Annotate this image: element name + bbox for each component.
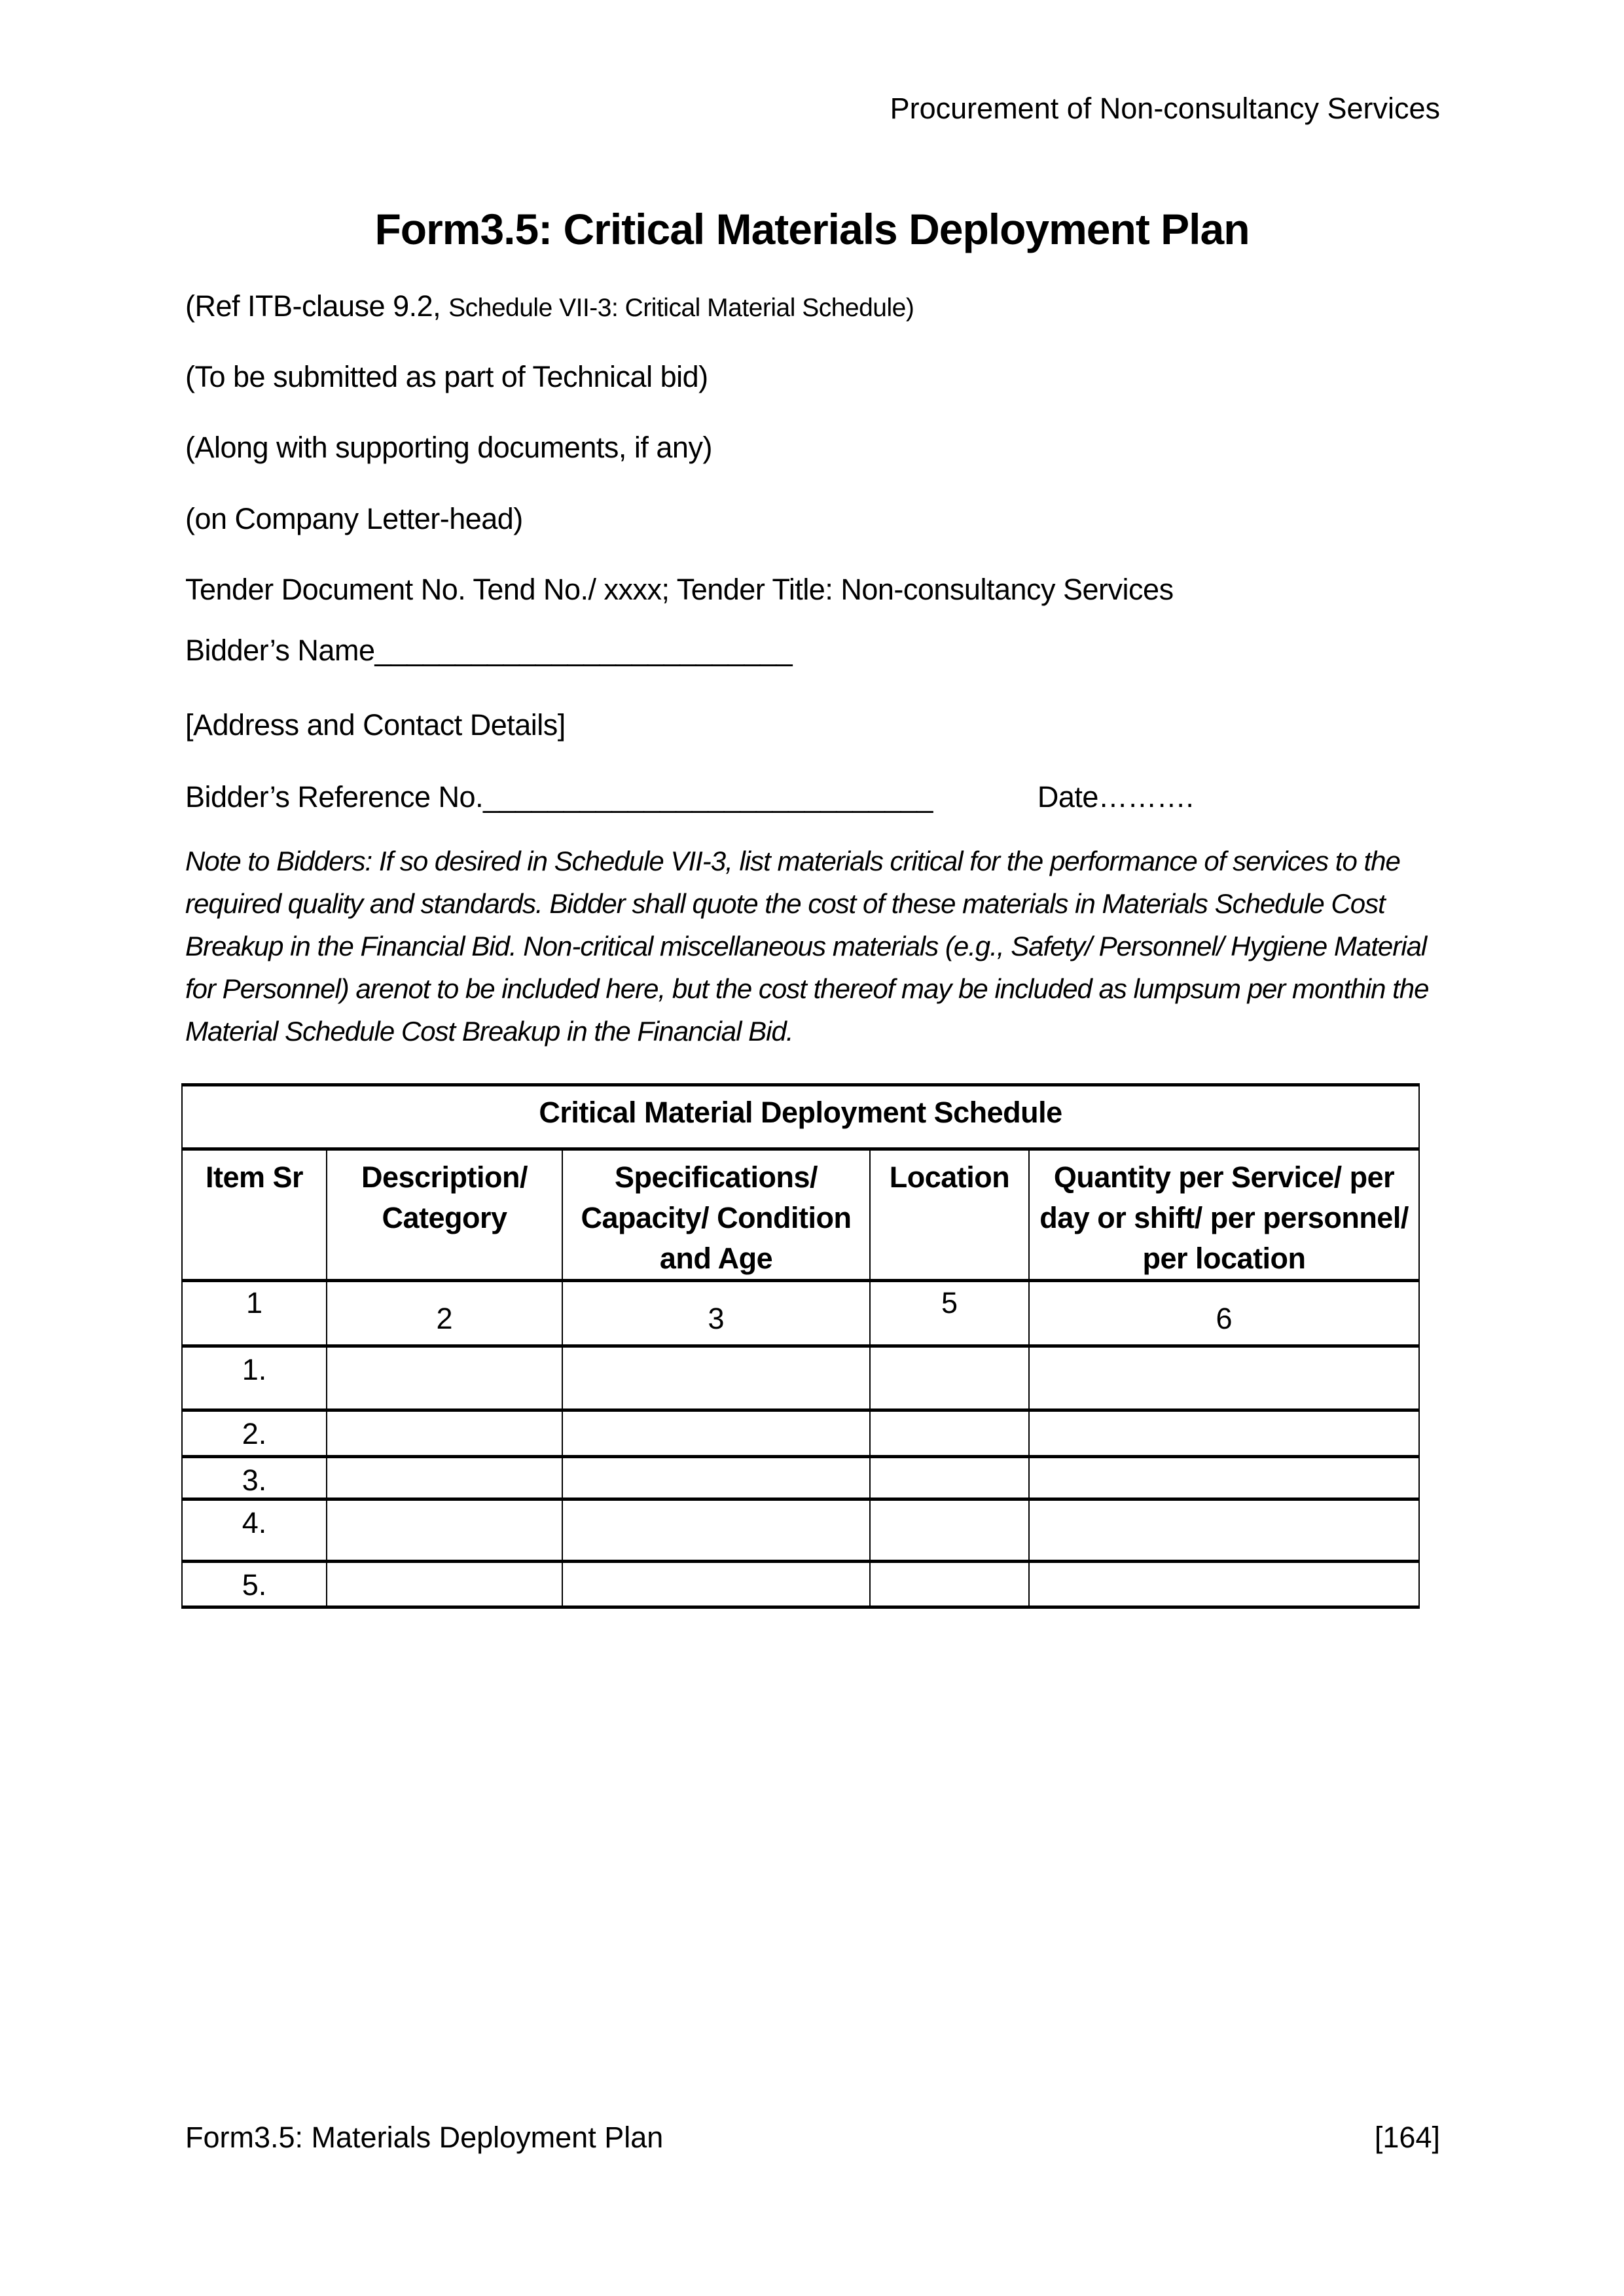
reference-label: Bidder’s Reference No. [185, 780, 484, 814]
footer-page-number: [164] [1374, 2121, 1440, 2154]
empty-cell [870, 1457, 1029, 1499]
empty-cell [562, 1346, 870, 1410]
table-row [182, 1562, 1419, 1607]
empty-cell [1029, 1457, 1419, 1499]
note-to-bidders: Note to Bidders: If so desired in Schedule VII-3, list materials critical for the performance of services to the required quality and standards. Bidder shall quote the cost of these materials in Materials Schedule Cost Breakup in the Financial Bid. Non-critical miscellaneous materials (e.g., Safety/ Personnel/ Hygiene Material for Personnel) arenot to be included here, but the cost thereof may be included as lumpsum per monthin the Material Schedule Cost Breakup in the Financial Bid. [185, 846, 1429, 1047]
footer-form-name: Form3.5: Materials Deployment Plan [185, 2121, 664, 2154]
table-title: Critical Material Deployment Schedule [182, 1085, 1419, 1149]
table-header-row [182, 1149, 1419, 1281]
row-number-cell: 4. [182, 1499, 327, 1562]
column-numbers-row [182, 1281, 1419, 1346]
page-title: Form3.5: Critical Materials Deployment Plan [374, 205, 1250, 253]
column-number: 2 [327, 1281, 562, 1346]
empty-cell [1029, 1346, 1419, 1410]
reference-line [185, 779, 1440, 816]
tender-doc-line: Tender Document No. Tend No./ xxxx; Tender Title: Non-consultancy Services [185, 573, 1174, 606]
ref-clause-main: (Ref ITB-clause 9.2, [185, 289, 449, 323]
empty-cell [562, 1499, 870, 1562]
column-header-quantity: Quantity per Service/ per day or shift/ per personnel/ per location [1029, 1149, 1419, 1281]
empty-cell [870, 1346, 1029, 1410]
page-footer [185, 2119, 1440, 2156]
column-number: 6 [1029, 1281, 1419, 1346]
empty-cell [870, 1562, 1029, 1607]
supporting-docs-line: (Along with supporting documents, if any) [185, 431, 712, 464]
empty-cell [327, 1499, 562, 1562]
column-header-item-sr: Item Sr [182, 1149, 327, 1281]
empty-cell [562, 1562, 870, 1607]
column-number: 1 [182, 1281, 327, 1346]
empty-cell [1029, 1562, 1419, 1607]
table-title-row [182, 1085, 1419, 1149]
row-number-cell: 5. [182, 1562, 327, 1607]
empty-cell [327, 1346, 562, 1410]
column-header-description: Description/ Category [327, 1149, 562, 1281]
empty-cell [870, 1499, 1029, 1562]
bidder-name-line [185, 632, 1440, 669]
date-label: Date………. [1037, 780, 1194, 814]
column-number: 5 [870, 1281, 1029, 1346]
empty-cell [1029, 1410, 1419, 1457]
table-row [182, 1499, 1419, 1562]
empty-cell [562, 1457, 870, 1499]
table-row [182, 1346, 1419, 1410]
column-number: 3 [562, 1281, 870, 1346]
row-number-cell: 2. [182, 1410, 327, 1457]
empty-cell [327, 1562, 562, 1607]
address-line: [Address and Contact Details] [185, 708, 566, 742]
empty-cell [1029, 1499, 1419, 1562]
submitted-line: (To be submitted as part of Technical bid) [185, 360, 708, 393]
letterhead-line: (on Company Letter-head) [185, 502, 523, 535]
row-number-cell: 3. [182, 1457, 327, 1499]
table-row [182, 1410, 1419, 1457]
bidder-name-blank: __________________________ [374, 634, 793, 667]
empty-cell [562, 1410, 870, 1457]
ref-clause-line [185, 288, 1440, 327]
page-header-text: Procurement of Non-consultancy Services [890, 92, 1440, 125]
column-header-location: Location [870, 1149, 1029, 1281]
table-row [182, 1457, 1419, 1499]
reference-blank: ____________________________ [483, 780, 933, 814]
critical-material-schedule-table [181, 1083, 1420, 1609]
column-header-specifications: Specifications/ Capacity/ Condition and Age [562, 1149, 870, 1281]
bidder-name-label: Bidder’s Name [185, 634, 375, 667]
empty-cell [327, 1457, 562, 1499]
ref-clause-schedule: Schedule VII-3: Critical Material Schedule) [448, 294, 914, 322]
row-number-cell: 1. [182, 1346, 327, 1410]
empty-cell [870, 1410, 1029, 1457]
empty-cell [327, 1410, 562, 1457]
